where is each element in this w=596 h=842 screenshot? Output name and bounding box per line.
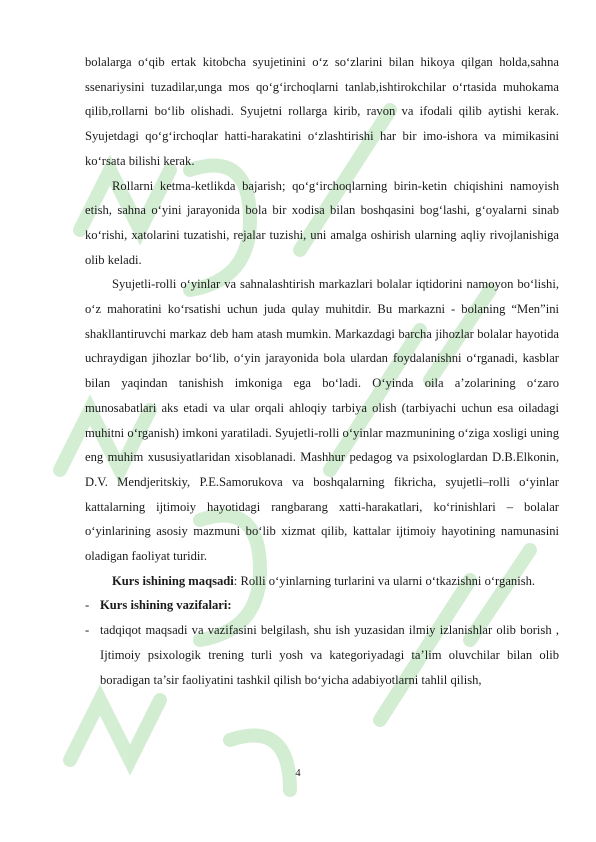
list-dash: - [85, 623, 90, 638]
tasks-heading-text: Kurs ishining vazifalari: [100, 598, 232, 613]
goal-text: : Rolli o‘yinlarning turlarini va ularni o‘tkazishni o‘rganish. [233, 573, 536, 588]
goal-label: Kurs ishining maqsadi [112, 573, 234, 588]
paragraph-3: Syujetli-rolli o‘yinlar va sahnalashtirish markazlari bolalar iqtidorini namoyon bo‘lishi, o‘z mahoratini ko‘rsatishi uchun juda qulay muhitdir. Bu markazni - bolaning “Men”ini shakllantiruvchi markaz deb ham atash mumkin. Markazdagi barcha jihozlar bolalar hayotida uchraydigan jihozlar bo‘lib, o‘yin jarayonida bola ulardan foydalanishni o‘rganadi, kasblar bilan yaqindan tanishish imkoniga ega bo‘ladi. O‘yinda oila a’zolarining o‘zaro munosabatlari aks etadi va ular orqali ahloqiy tarbiya olish (tarbiyachi uchun esa oiladagi muhitni o‘rganish) imkoni yaratiladi. Syujetli-rolli o‘yinlar mazmunining o‘ziga xosligi uning eng muhim xususiyatlaridan xisoblanadi. Mashhur pedagog va psixologlardan D.B.Elkonin, D.V. Mendjeritskiy, P.E.Samorukova va boshqalarning fikricha, syujetli–rolli o‘yinlar kattalarning ijtimoiy hayotidagi rangbarang xatti-harakatlari, ko‘rinishlari – bolalar o‘yinlarining asosiy mazmuni bo‘lib xizmat qilib, kattalar ijtimoiy hayotining namunasini oladigan faoliyat turidir. [85, 277, 559, 564]
list-item [85, 618, 559, 692]
paragraph-1: bolalarga o‘qib ertak kitobcha syujetinini o‘z so‘zlarini bilan hikoya qilgan holda,sahna ssenariysini tuzadilar,unga mos qo‘g‘irchoqlarni tanlab,ishtirokchilar o‘rtasida muhokama qilib,rollarni bo‘lib olishadi. Syujetni rollarga kirib, ravon va ifodali qilib aytishi kerak. Syujetdagi qo‘g‘irchoqlar hatti-harakatini o‘zlashtirishi har bir imo-ishora va mimikasini ko‘rsata bilishi kerak. [85, 55, 559, 168]
goal-paragraph [85, 569, 559, 594]
page-number: 4 [295, 768, 301, 779]
list-dash: - [85, 598, 90, 613]
tasks-heading [85, 593, 559, 618]
paragraph-2: Rollarni ketma-ketlikda bajarish; qo‘g‘irchoqlarning birin-ketin chiqishini namoyish etish, sahna o‘yini jarayonida bola bir xodisa bilan boshqasini bog‘lashi, g‘oyalarni sinab ko‘rishi, xatolarini tuzatishi, rejalar tuzishi, uni amalga oshirish ularning aqliy rivojlanishiga olib keladi. [85, 178, 559, 267]
task-item-1: tadqiqot maqsadi va vazifasini belgilash, shu ish yuzasidan ilmiy izlanishlar olib borish , Ijtimoiy psixologik trening turli yosh va kategoriyadagi ta’lim oluvchilar bilan olib boradigan ta’sir faoliyatini tashkil qilish bo‘yicha adabiyotlarni tahlil qilish, [100, 623, 559, 687]
document-body [85, 50, 559, 692]
